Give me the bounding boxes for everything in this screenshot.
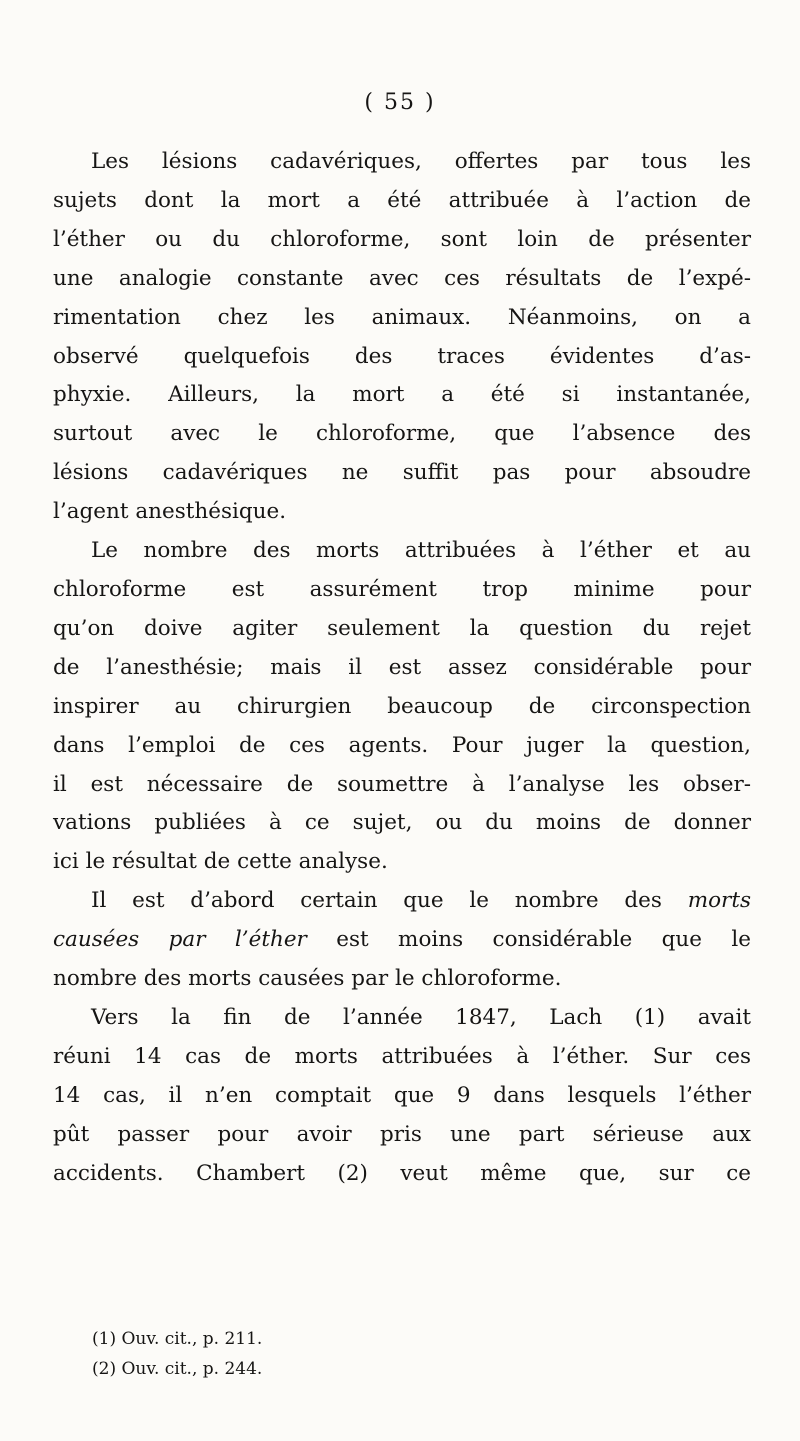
text-line: Le nombre des morts attribuées à l’éther et au <box>91 538 751 564</box>
text-line <box>53 921 751 960</box>
text-line: l’éther ou du chloroforme, sont loin de présenter <box>53 226 751 252</box>
footnote: (1) Ouv. cit., p. 211. <box>92 1329 263 1349</box>
text-segment: Il est d’abord certain que le nombre des <box>91 888 662 914</box>
text-line: ici le résultat de cette analyse. <box>53 849 388 875</box>
text-line: de l’anesthésie; mais il est assez considérable pour <box>53 654 751 680</box>
text-line: phyxie. Ailleurs, la mort a été si instantanée, <box>53 382 751 408</box>
text-line: une analogie constante avec ces résultats de l’expé- <box>53 265 751 291</box>
text-line: vations publiées à ce sujet, ou du moins de donner <box>53 810 751 836</box>
text-line: observé quelquefois des traces évidentes d’as- <box>53 343 751 369</box>
text-line: lésions cadavériques ne suffit pas pour absoudre <box>53 460 751 486</box>
text-line: nombre des morts causées par le chloroforme. <box>53 966 562 992</box>
text-line: l’agent anesthésique. <box>53 499 287 525</box>
text-line: inspirer au chirurgien beaucoup de circonspection <box>53 693 751 719</box>
text-line: qu’on doive agiter seulement la question du rejet <box>53 615 751 641</box>
footnotes <box>92 1324 262 1384</box>
italic-text: morts <box>687 888 752 914</box>
text-line: pût passer pour avoir pris une part sérieuse aux <box>53 1121 751 1147</box>
footnote: (2) Ouv. cit., p. 244. <box>92 1359 263 1379</box>
text-line: 14 cas, il n’en comptait que 9 dans lesquels l’éther <box>53 1082 751 1108</box>
text-line: il est nécessaire de soumettre à l’analyse les obser- <box>53 771 751 797</box>
text-segment: est moins considérable que le <box>336 927 751 953</box>
text-line: accidents. Chambert (2) veut même que, sur ce <box>53 1160 751 1186</box>
text-line: rimentation chez les animaux. Néanmoins, on a <box>53 304 751 330</box>
page-number: ( 55 ) <box>364 90 436 115</box>
text-line: Les lésions cadavériques, offertes par tous les <box>91 149 751 174</box>
text-line: réuni 14 cas de morts attribuées à l’éther. Sur ces <box>53 1043 751 1069</box>
text-line: surtout avec le chloroforme, que l’absence des <box>53 421 751 447</box>
main-text <box>53 143 751 1193</box>
italic-text: causées par l’éther <box>53 927 307 953</box>
text-line <box>53 882 751 921</box>
text-line: chloroforme est assurément trop minime pour <box>53 576 751 602</box>
text-line: dans l’emploi de ces agents. Pour juger la question, <box>53 732 751 758</box>
text-line: Vers la fin de l’année 1847, Lach (1) avait <box>91 1004 751 1030</box>
text-line: sujets dont la mort a été attribuée à l’action de <box>53 187 751 213</box>
